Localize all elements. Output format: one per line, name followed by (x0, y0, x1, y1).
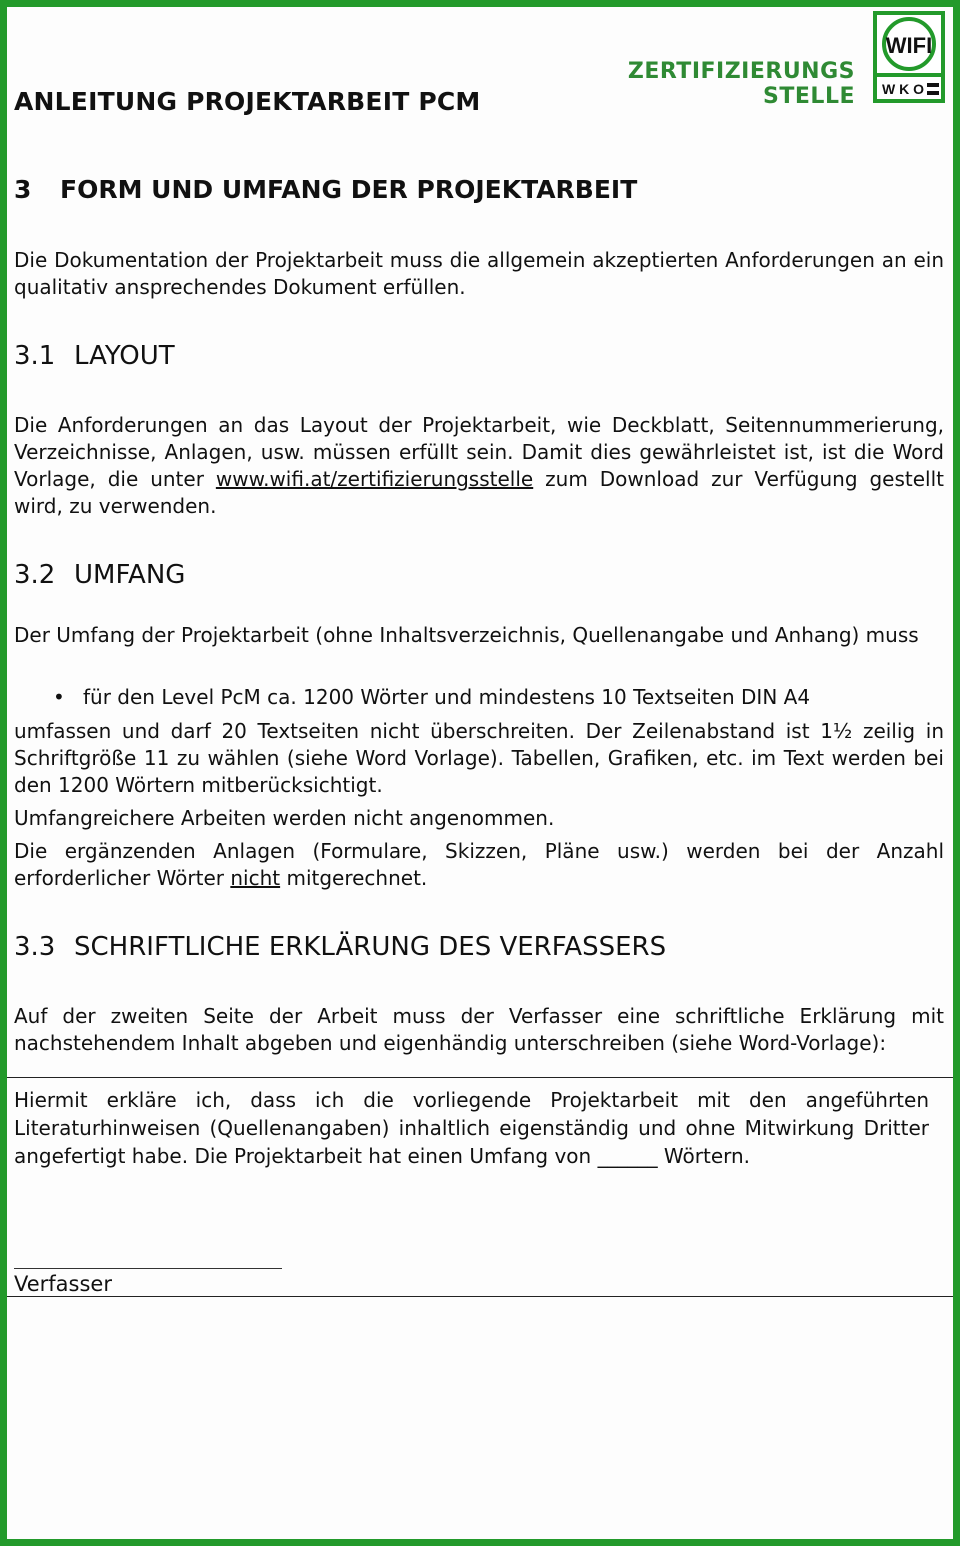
attachments-text-after: mitgerechnet. (280, 866, 428, 890)
logo-mark-text: WIFI (885, 33, 933, 58)
signature-line (14, 1268, 282, 1269)
section-3-heading (14, 175, 637, 204)
section-3-3-number: 3.3 (14, 932, 56, 962)
document-header-title: ANLEITUNG PROJEKTARBEIT PCM (14, 87, 481, 116)
layout-text-before: Die Anforderungen an das Layout der Projektarbeit, wie Deckblatt, Seitennummerierung, Verzeichnisse, Anlagen, usw. müssen erfüllt sein. Damit dies gewährleistet ist, ist die Word Vorlage, die unter (14, 413, 944, 491)
section-3-3-text: Auf der zweiten Seite der Arbeit muss der Verfasser eine schriftliche Erklärung mit nachstehendem Inhalt abgeben und eigenhändig unterschreiben (siehe Word-Vorlage): (14, 1004, 944, 1055)
logo-line-2: STELLE (763, 84, 855, 109)
section-3-2-heading (14, 560, 185, 590)
declaration-bottom-rule (7, 1296, 953, 1297)
bullet-dot-icon: • (53, 685, 65, 709)
zertifizierungsstelle-link[interactable]: www.wifi.at/zertifizierungsstelle (215, 467, 534, 491)
wifi-logo-icon (873, 11, 945, 103)
section-3-2-title: UMFANG (74, 560, 186, 590)
section-3-title: FORM UND UMFANG DER PROJEKTARBEIT (60, 175, 638, 204)
declaration-top-rule (7, 1077, 953, 1078)
section-3-1-title: LAYOUT (74, 341, 175, 371)
section-3-number: 3 (14, 175, 32, 204)
logo-line-1: ZERTIFIZIERUNGS (627, 59, 855, 84)
section-3-1-text (14, 412, 944, 520)
section-3-2-rejection-text: Umfangreichere Arbeiten werden nicht angenommen. (14, 806, 555, 830)
section-3-2-number: 3.2 (14, 560, 56, 590)
section-3-1-number: 3.1 (14, 341, 56, 371)
level-pcm-bullet-text: für den Level PcM ca. 1200 Wörter und mindestens 10 Textseiten DIN A4 (83, 685, 811, 709)
signature-label: Verfasser (14, 1272, 112, 1296)
section-3-2-scope-text: umfassen und darf 20 Textseiten nicht überschreiten. Der Zeilenabstand ist 1½ zeilig in Schriftgröße 11 zu wählen (siehe Word Vorlage). Tabellen, Grafiken, etc. im Text werden bei den 1200 Wörtern mitberücksichtigt. (14, 719, 944, 797)
attachments-text-underlined: nicht (230, 866, 281, 890)
section-3-2-intro: Der Umfang der Projektarbeit (ohne Inhaltsverzeichnis, Quellenangabe und Anhang) muss (14, 623, 919, 647)
level-pcm-bullet (53, 684, 810, 711)
section-3-3-heading (14, 932, 666, 962)
layout-text-after: zum Download zur Verfügung gestellt wird, zu verwenden. (14, 467, 945, 518)
attachments-text-before: Die ergänzenden Anlagen (Formulare, Skizzen, Pläne usw.) werden bei der Anzahl erforderlicher Wörter (14, 839, 944, 890)
logo-mark-sub: W K O (882, 81, 924, 97)
section-3-text: Die Dokumentation der Projektarbeit muss die allgemein akzeptierten Anforderungen an ein qualitativ ansprechendes Dokument erfüllen. (14, 248, 944, 299)
section-3-1-heading (14, 341, 175, 371)
author-declaration-text: Hiermit erkläre ich, dass ich die vorliegende Projektarbeit mit den angeführten Literaturhinweisen (Quellenangaben) inhaltlich eigenständig und ohne Mitwirkung Dritter angefertigt habe. Die Projektarbeit hat einen Umfang von ______ Wörtern. (14, 1088, 929, 1168)
section-3-2-attachments-text (14, 838, 944, 892)
section-3-3-title: SCHRIFTLICHE ERKLÄRUNG DES VERFASSERS (74, 932, 667, 962)
zertifizierungsstelle-logo-text (628, 59, 855, 109)
page-footer (7, 1531, 953, 1539)
